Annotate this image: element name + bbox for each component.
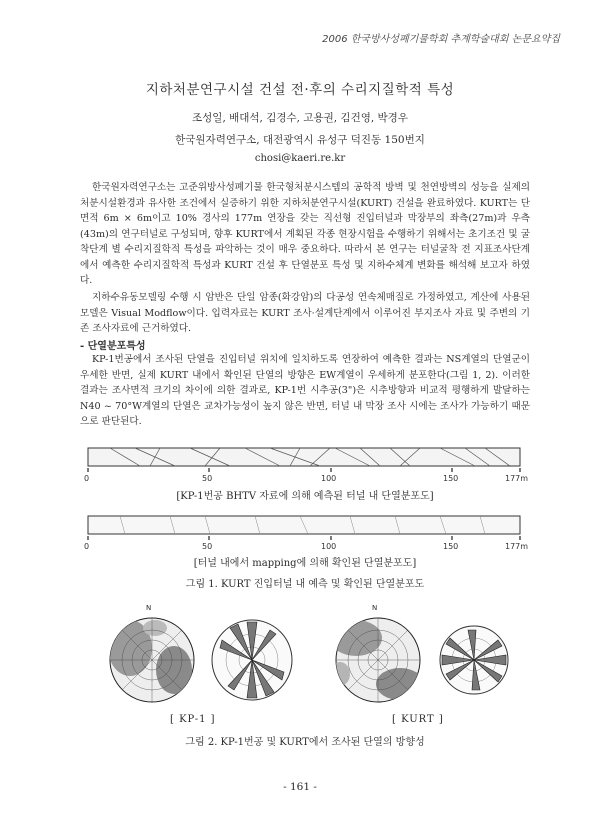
- strip-predicted: [88, 448, 520, 472]
- figure1-caption: 그림 1. KURT 진입터널 내 예측 및 확인된 단열분포도: [185, 579, 425, 590]
- kurt-north-label: N: [372, 604, 378, 612]
- scale-tick-100: 100: [321, 474, 337, 483]
- kp1-north-label: N: [146, 604, 152, 612]
- fracture-paragraph: KP-1번공에서 조사된 단열을 진입터널 위치에 일치하도록 연장하여 예측한 결과는 NS계열의 단열군이 우세한 반면, 실제 KURT 내에서 확인된 단열의 방향은 EW계열이 우세하게 분포한다(그림 1, 2). 이러한 결과는 조사면적 크기의 차이에 의한 결과로, KP-1번 시추공(3")은 시추방향과 비교적 평행하게 발달하는 N40 ~ 70°W계열의 단열은 교차가능성이 높지 않은 반면, 터널 내 막장 조사 시에는 조사가 가능하기 때문으로 판단된다.: [80, 354, 530, 427]
- scale-tick-150: 150: [443, 474, 459, 483]
- paper-title: 지하처분연구시설 건설 전·후의 수리지질학적 특성: [145, 82, 455, 98]
- scale-tick-177: 177m: [505, 474, 529, 483]
- scale-tick-150-b: 150: [443, 542, 459, 551]
- strip-mapped: [88, 516, 520, 540]
- site-label-kp1: [ KP-1 ]: [170, 714, 216, 725]
- affiliation: 한국원자력연구소, 대전광역시 유성구 덕진동 150번지: [175, 134, 425, 146]
- kurt-rose-diagram: [440, 626, 508, 694]
- author-email: chosi@kaeri.re.kr: [254, 153, 346, 164]
- scale-tick-177-b: 177m: [505, 542, 529, 551]
- figure1-subcaption-b: [터널 내에서 mapping에 의해 확인된 단열분포도]: [193, 558, 417, 569]
- running-header: 2006 한국방사성폐기물학회 추계학술대회 논문요약집: [322, 34, 560, 45]
- scale-tick-50-b: 50: [202, 542, 213, 551]
- kp1-stereonet: [108, 618, 194, 702]
- figure1-tunnel-strips: [80, 442, 530, 572]
- scale-tick-100-b: 100: [321, 542, 337, 551]
- scale-tick-0: 0: [84, 474, 90, 483]
- site-label-kurt: [ KURT ]: [392, 714, 444, 725]
- kp1-rose-diagram: [212, 620, 292, 700]
- figure2-orientation-plots: [100, 608, 510, 708]
- scale-tick-0-b: 0: [84, 542, 90, 551]
- figure2-caption: 그림 2. KP-1번공 및 KURT에서 조사된 단열의 방향성: [185, 737, 425, 748]
- kurt-stereonet: [330, 618, 424, 702]
- page-number: - 161 -: [283, 781, 317, 793]
- author-list: 조성일, 배대석, 김경수, 고용권, 김건영, 박경우: [192, 112, 408, 124]
- section-heading: - 단열분포특성: [80, 341, 146, 352]
- method-paragraph: 지하수유동모델링 수행 시 암반은 단일 암종(화강암)의 다공성 연속체매질로 가정하였고, 계산에 사용된 모델은 Visual Modflow이다. 입력자료는 KURT 조사·설계단계에서 이루어진 부지조사 자료 및 주변의 기존 조사자료에 근거하였다.: [80, 292, 530, 334]
- figure1-subcaption-a: [KP-1번공 BHTV 자료에 의해 예측된 터널 내 단열분포도]: [176, 491, 434, 502]
- intro-paragraph: 한국원자력연구소는 고준위방사성폐기물 한국형처분시스템의 공학적 방벽 및 천연방벽의 성능을 실제의 처분시설환경과 유사한 조건에서 실증하기 위한 지하처분연구시설(KURT) 건설을 완료하였다. KURT는 단면적 6m × 6m이고 10% 경사의 177m 연장을 갖는 직선형 진입터널과 막장부의 좌측(27m)과 우측(43m)의 연구터널로 구성되며, 향후 KURT에서 계획된 각종 현장시험을 수행하기 위해서는 초기조건 및 굴착단계 별 수리지질학적 특성을 파악하는 것이 매우 중요하다. 따라서 본 연구는 터널굴착 전 지표조사단계에서 예측한 수리지질학적 특성과 KURT 건설 후 단열분포 특성 및 지하수체계 변화를 해석해 보고자 하였다.: [80, 182, 530, 286]
- scale-tick-50: 50: [202, 474, 213, 483]
